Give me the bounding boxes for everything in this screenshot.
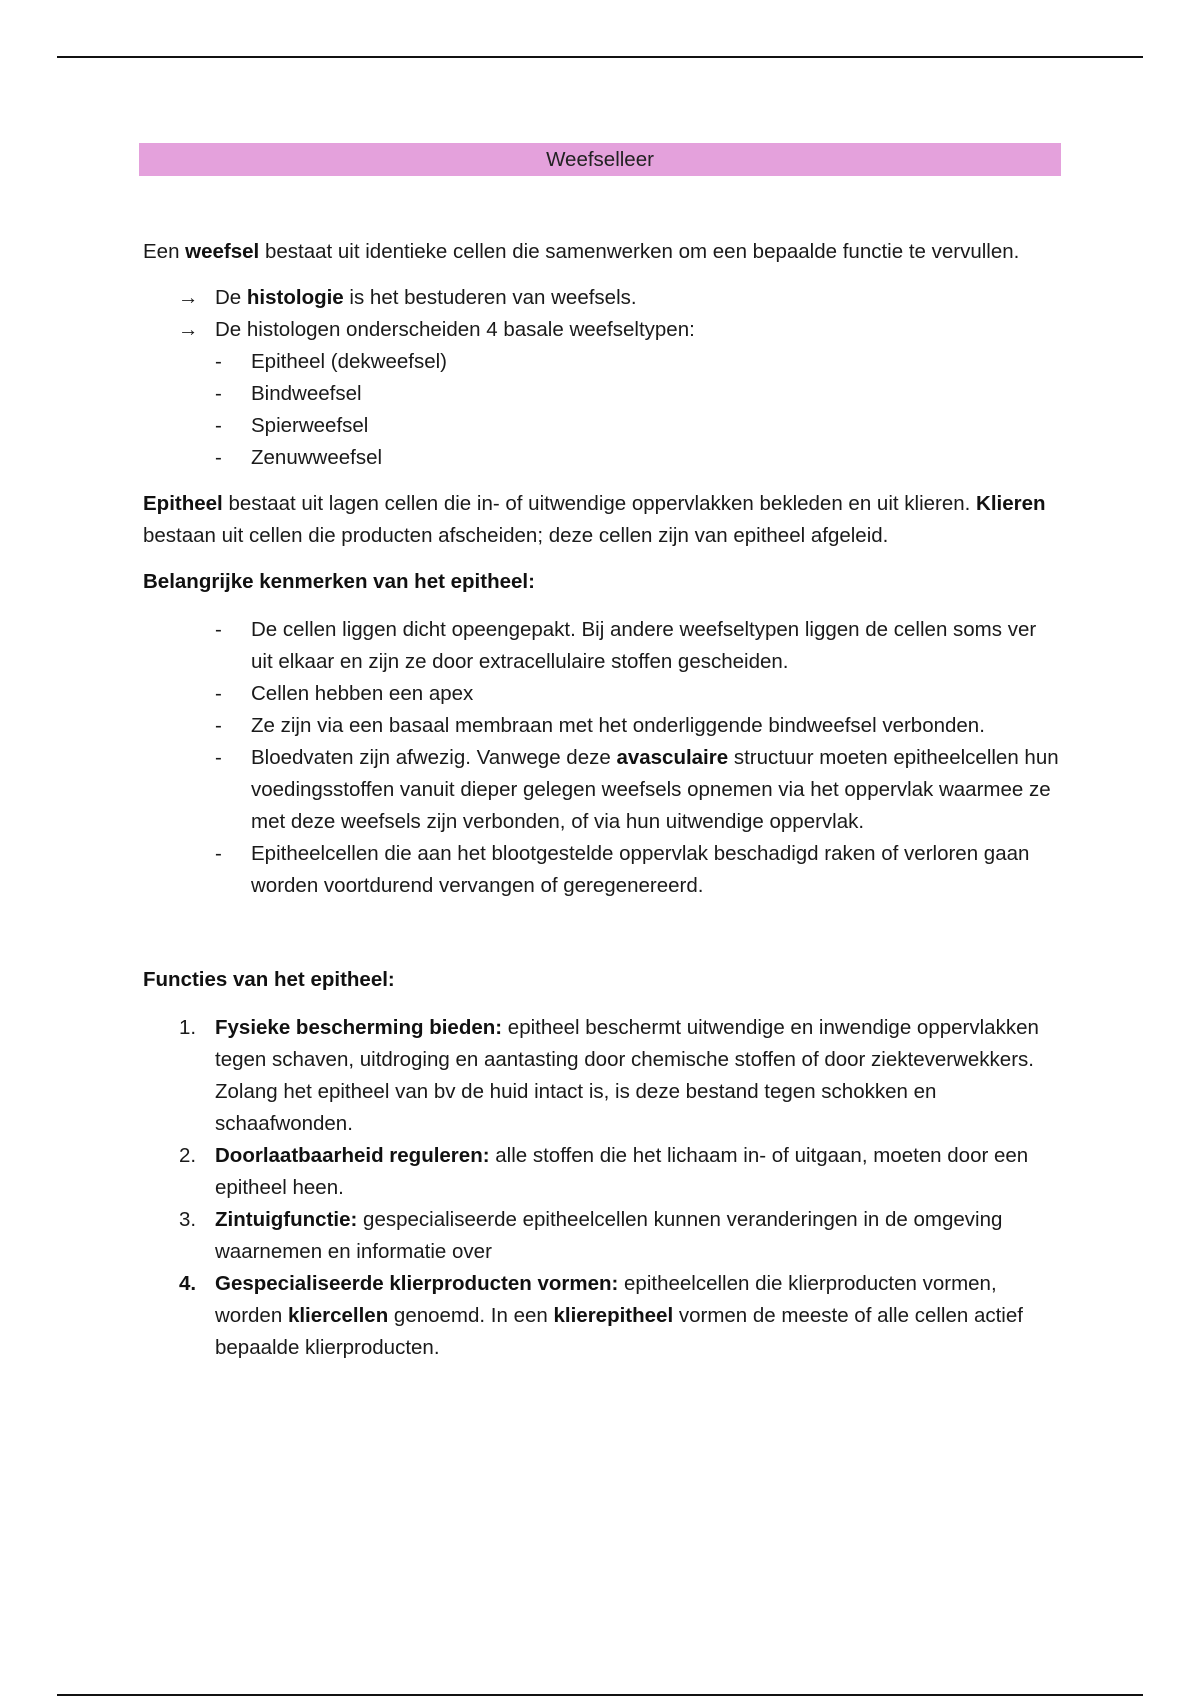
list-item: 3. Zintuigfunctie: gespecialiseerde epitheelcellen kunnen veranderingen in de omgeving waarnemen en informatie over	[179, 1208, 1003, 1263]
list-item: 4. Gespecialiseerde klierproducten vormen: epitheelcellen die klierproducten vormen, worden kliercellen genoemd. In een klierepitheel vormen de meeste of alle cellen actief bepaalde klierproducten.	[179, 1272, 1023, 1359]
list-item: - Bloedvaten zijn afwezig. Vanwege deze avasculaire structuur moeten epitheelcellen hun voedingsstoffen vanuit dieper gelegen weefsels opnemen via het oppervlak waarmee ze met deze weefsels zijn verbonden, of via hun uitwendige oppervlak.	[215, 746, 1059, 833]
document-title: Weefselleer	[139, 143, 1061, 176]
list-item: - De cellen liggen dicht opeengepakt. Bij andere weefseltypen liggen de cellen soms ver uit elkaar en zijn ze door extracellulaire stoffen gescheiden.	[215, 618, 1037, 673]
tissue-type-list	[143, 346, 1063, 474]
list-item: 1. Fysieke bescherming bieden: epitheel beschermt uitwendige en inwendige oppervlakken tegen schaven, uitdroging en aantasting door chemische stoffen of door ziekteverwekkers. Zolang het epitheel van bv de huid intact is, is deze bestand tegen schokken en schaafwonden.	[179, 1016, 1039, 1135]
kenmerken-heading: Belangrijke kenmerken van het epitheel:	[143, 570, 535, 593]
kenmerken-list	[143, 614, 1063, 902]
list-item: - Cellen hebben een apex	[215, 682, 474, 705]
arrow-icon: →	[178, 286, 199, 309]
functies-list	[143, 1012, 1063, 1364]
functies-heading: Functies van het epitheel:	[143, 968, 395, 991]
arrow-item: → De histologie is het bestuderen van weefsels.	[143, 282, 1063, 314]
arrow-item: → De histologen onderscheiden 4 basale weefseltypen: - Epitheel (dekweefsel) - Bindweefsel - Spierweefsel - Zenuwweefsel	[143, 314, 1063, 474]
arrow-icon: →	[178, 318, 199, 341]
top-rule	[57, 56, 1143, 58]
list-item: - Epitheelcellen die aan het blootgestelde oppervlak beschadigd raken of verloren gaan worden voortdurend vervangen of geregenereerd.	[215, 842, 1030, 897]
intro-paragraph: Een weefsel bestaat uit identieke cellen die samenwerken om een bepaalde functie te vervullen.	[143, 240, 1020, 263]
arrow-list	[143, 282, 1063, 474]
document-body	[143, 143, 1063, 1364]
list-item: - Ze zijn via een basaal membraan met het onderliggende bindweefsel verbonden.	[215, 714, 985, 737]
bottom-rule	[57, 1694, 1143, 1696]
list-item: - Zenuwweefsel	[215, 446, 383, 469]
list-item: - Spierweefsel	[215, 414, 369, 437]
epitheel-paragraph: Epitheel bestaat uit lagen cellen die in- of uitwendige oppervlakken bekleden en uit klieren. Klieren bestaan uit cellen die producten afscheiden; deze cellen zijn van epitheel afgeleid.	[143, 492, 1046, 547]
list-item: 2. Doorlaatbaarheid reguleren: alle stoffen die het lichaam in- of uitgaan, moeten door een epitheel heen.	[179, 1144, 1029, 1199]
list-item: - Epitheel (dekweefsel)	[215, 350, 447, 373]
list-item: - Bindweefsel	[215, 382, 362, 405]
